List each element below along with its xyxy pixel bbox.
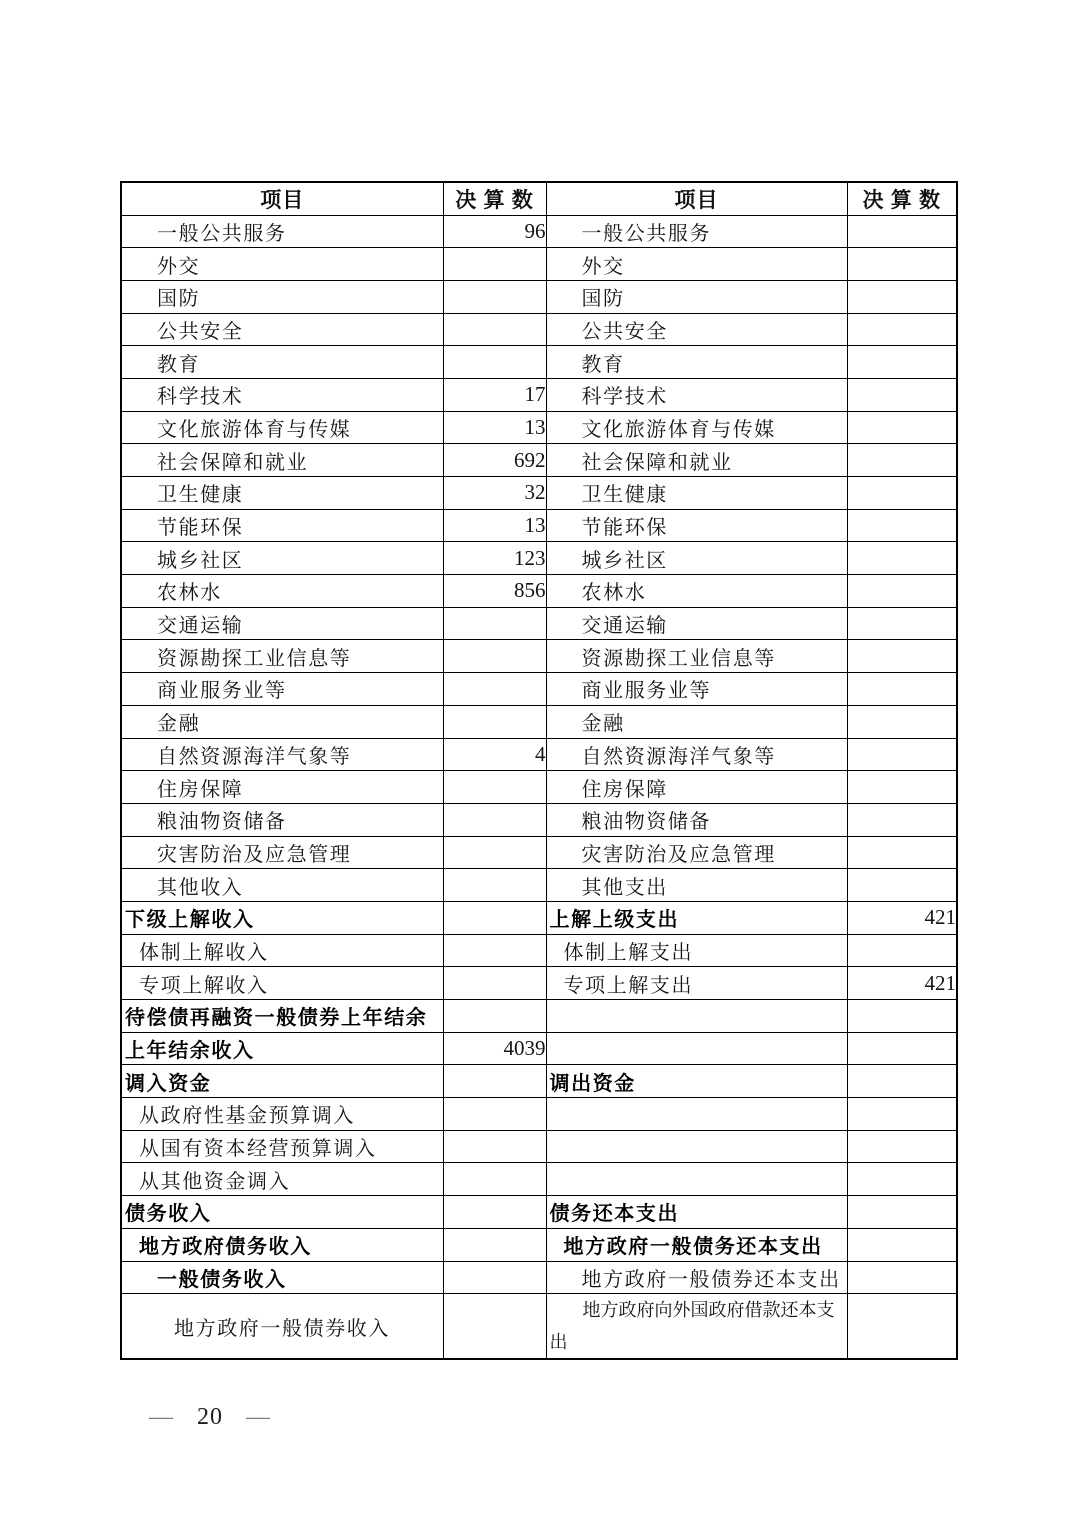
table-row [121, 803, 957, 836]
table-row [121, 705, 957, 738]
item-cell-left: 灾害防治及应急管理 [121, 836, 443, 869]
item-cell-left: 节能环保 [121, 509, 443, 542]
item-cell-left: 体制上解收入 [121, 934, 443, 967]
value-cell-right [847, 313, 957, 346]
value-cell-right [847, 477, 957, 510]
value-cell-right [847, 1261, 957, 1294]
item-cell-right: 上解上级支出 [546, 901, 847, 934]
table-row [121, 1196, 957, 1229]
table-row [121, 771, 957, 804]
footer-left-dash: — [149, 1404, 174, 1430]
table-row [121, 1228, 957, 1261]
item-cell-right: 外交 [546, 248, 847, 281]
value-cell-left [443, 1261, 546, 1294]
item-cell-right: 地方政府向外国政府借款还本支出 [546, 1294, 847, 1360]
value-cell-left [443, 640, 546, 673]
item-cell-left: 交通运输 [121, 607, 443, 640]
item-cell-right: 粮油物资储备 [546, 803, 847, 836]
value-cell-right [847, 280, 957, 313]
column-header-amount-right: 决 算 数 [847, 182, 957, 215]
item-cell-left: 上年结余收入 [121, 1032, 443, 1065]
item-cell-right: 社会保障和就业 [546, 444, 847, 477]
item-cell-left: 地方政府一般债券收入 [121, 1294, 443, 1360]
table-row [121, 1163, 957, 1196]
value-cell-left [443, 967, 546, 1000]
value-cell-right [847, 1065, 957, 1098]
value-cell-left [443, 1000, 546, 1033]
value-cell-right [847, 803, 957, 836]
value-cell-right [847, 869, 957, 902]
value-cell-left [443, 673, 546, 706]
value-cell-right [847, 836, 957, 869]
item-cell-left: 从国有资本经营预算调入 [121, 1130, 443, 1163]
table-row [121, 1065, 957, 1098]
value-cell-right [847, 1196, 957, 1229]
item-cell-left: 自然资源海洋气象等 [121, 738, 443, 771]
table-body [121, 215, 957, 1359]
table-row [121, 346, 957, 379]
table-row [121, 869, 957, 902]
value-cell-left [443, 1065, 546, 1098]
item-cell-right: 其他支出 [546, 869, 847, 902]
item-cell-left: 社会保障和就业 [121, 444, 443, 477]
item-cell-right: 地方政府一般债券还本支出 [546, 1261, 847, 1294]
value-cell-left [443, 313, 546, 346]
item-cell-left: 调入资金 [121, 1065, 443, 1098]
value-cell-right [847, 934, 957, 967]
item-cell-right: 文化旅游体育与传媒 [546, 411, 847, 444]
item-cell-left: 国防 [121, 280, 443, 313]
item-cell-left: 商业服务业等 [121, 673, 443, 706]
item-cell-left: 其他收入 [121, 869, 443, 902]
item-cell-left: 债务收入 [121, 1196, 443, 1229]
item-cell-right: 公共安全 [546, 313, 847, 346]
item-cell-right: 交通运输 [546, 607, 847, 640]
value-cell-right [847, 673, 957, 706]
value-cell-left [443, 705, 546, 738]
item-cell-right: 节能环保 [546, 509, 847, 542]
item-cell-left: 下级上解收入 [121, 901, 443, 934]
table-row [121, 640, 957, 673]
table-row [121, 738, 957, 771]
item-cell-right: 科学技术 [546, 378, 847, 411]
value-cell-right [847, 1163, 957, 1196]
table-row [121, 542, 957, 575]
value-cell-left [443, 803, 546, 836]
value-cell-left [443, 869, 546, 902]
item-cell-left: 金融 [121, 705, 443, 738]
value-cell-left: 17 [443, 378, 546, 411]
item-cell-left: 城乡社区 [121, 542, 443, 575]
value-cell-right [847, 1130, 957, 1163]
value-cell-left: 96 [443, 215, 546, 248]
value-cell-right: 421 [847, 901, 957, 934]
value-cell-right [847, 378, 957, 411]
value-cell-left: 4039 [443, 1032, 546, 1065]
table-row [121, 836, 957, 869]
item-cell-right: 卫生健康 [546, 477, 847, 510]
item-cell-left: 文化旅游体育与传媒 [121, 411, 443, 444]
item-cell-left: 公共安全 [121, 313, 443, 346]
value-cell-left [443, 607, 546, 640]
value-cell-right [847, 444, 957, 477]
table-row [121, 934, 957, 967]
table-row [121, 313, 957, 346]
table-row [121, 901, 957, 934]
table-row [121, 673, 957, 706]
footer-right-dash: — [246, 1404, 271, 1430]
value-cell-left [443, 346, 546, 379]
item-cell-right: 体制上解支出 [546, 934, 847, 967]
item-cell-right: 金融 [546, 705, 847, 738]
value-cell-left [443, 248, 546, 281]
value-cell-left [443, 1196, 546, 1229]
value-cell-left: 692 [443, 444, 546, 477]
item-cell-right [546, 1130, 847, 1163]
value-cell-left [443, 1228, 546, 1261]
table-row [121, 1000, 957, 1033]
value-cell-left [443, 1098, 546, 1131]
item-cell-left: 农林水 [121, 575, 443, 608]
table-row [121, 967, 957, 1000]
item-cell-right [546, 1163, 847, 1196]
item-cell-right: 城乡社区 [546, 542, 847, 575]
item-cell-right: 农林水 [546, 575, 847, 608]
value-cell-left [443, 836, 546, 869]
item-cell-left: 一般债务收入 [121, 1261, 443, 1294]
page-number: 20 [197, 1404, 223, 1430]
table-row [121, 1098, 957, 1131]
table-row [121, 1294, 957, 1360]
item-cell-right: 灾害防治及应急管理 [546, 836, 847, 869]
item-cell-left: 科学技术 [121, 378, 443, 411]
value-cell-left: 32 [443, 477, 546, 510]
value-cell-left [443, 1294, 546, 1360]
item-cell-right: 债务还本支出 [546, 1196, 847, 1229]
table-row [121, 575, 957, 608]
item-cell-right: 专项上解支出 [546, 967, 847, 1000]
column-header-amount-left: 决 算 数 [443, 182, 546, 215]
value-cell-right [847, 346, 957, 379]
table-row [121, 607, 957, 640]
value-cell-right [847, 1228, 957, 1261]
table-row [121, 509, 957, 542]
table-row [121, 280, 957, 313]
value-cell-right [847, 738, 957, 771]
item-cell-left: 从其他资金调入 [121, 1163, 443, 1196]
value-cell-right [847, 542, 957, 575]
value-cell-left: 13 [443, 411, 546, 444]
value-cell-left: 123 [443, 542, 546, 575]
table-row [121, 444, 957, 477]
column-header-item-right: 项目 [546, 182, 847, 215]
column-header-item-left: 项目 [121, 182, 443, 215]
item-cell-right: 教育 [546, 346, 847, 379]
value-cell-right [847, 509, 957, 542]
item-cell-right: 资源勘探工业信息等 [546, 640, 847, 673]
item-cell-left: 住房保障 [121, 771, 443, 804]
item-cell-right [546, 1000, 847, 1033]
value-cell-right [847, 640, 957, 673]
budget-table [120, 181, 958, 1360]
item-cell-left: 专项上解收入 [121, 967, 443, 1000]
table-row [121, 1032, 957, 1065]
value-cell-right [847, 1294, 957, 1360]
value-cell-left: 4 [443, 738, 546, 771]
value-cell-left [443, 280, 546, 313]
item-cell-left: 资源勘探工业信息等 [121, 640, 443, 673]
value-cell-right [847, 215, 957, 248]
value-cell-right [847, 1000, 957, 1033]
item-cell-right: 住房保障 [546, 771, 847, 804]
item-cell-right: 调出资金 [546, 1065, 847, 1098]
value-cell-left [443, 1130, 546, 1163]
value-cell-right [847, 411, 957, 444]
value-cell-left [443, 901, 546, 934]
item-cell-right [546, 1032, 847, 1065]
item-cell-left: 粮油物资储备 [121, 803, 443, 836]
value-cell-right [847, 607, 957, 640]
value-cell-right: 421 [847, 967, 957, 1000]
table-header-row [121, 182, 957, 215]
value-cell-right [847, 1098, 957, 1131]
item-cell-right: 商业服务业等 [546, 673, 847, 706]
value-cell-left: 13 [443, 509, 546, 542]
table-row [121, 1130, 957, 1163]
item-cell-right: 地方政府一般债务还本支出 [546, 1228, 847, 1261]
item-cell-left: 地方政府债务收入 [121, 1228, 443, 1261]
item-cell-right [546, 1098, 847, 1131]
value-cell-left [443, 1163, 546, 1196]
item-cell-right: 国防 [546, 280, 847, 313]
value-cell-left: 856 [443, 575, 546, 608]
item-cell-left: 一般公共服务 [121, 215, 443, 248]
item-cell-left: 外交 [121, 248, 443, 281]
value-cell-right [847, 575, 957, 608]
item-cell-left: 卫生健康 [121, 477, 443, 510]
table-row [121, 411, 957, 444]
value-cell-right [847, 1032, 957, 1065]
page-footer [149, 1404, 271, 1431]
item-cell-right: 一般公共服务 [546, 215, 847, 248]
item-cell-right: 自然资源海洋气象等 [546, 738, 847, 771]
table-row [121, 477, 957, 510]
value-cell-right [847, 705, 957, 738]
item-cell-left: 从政府性基金预算调入 [121, 1098, 443, 1131]
value-cell-left [443, 771, 546, 804]
value-cell-right [847, 771, 957, 804]
table-row [121, 1261, 957, 1294]
table-row [121, 215, 957, 248]
item-cell-left: 待偿债再融资一般债券上年结余 [121, 1000, 443, 1033]
item-cell-left: 教育 [121, 346, 443, 379]
value-cell-left [443, 934, 546, 967]
table-row [121, 248, 957, 281]
table-row [121, 378, 957, 411]
value-cell-right [847, 248, 957, 281]
